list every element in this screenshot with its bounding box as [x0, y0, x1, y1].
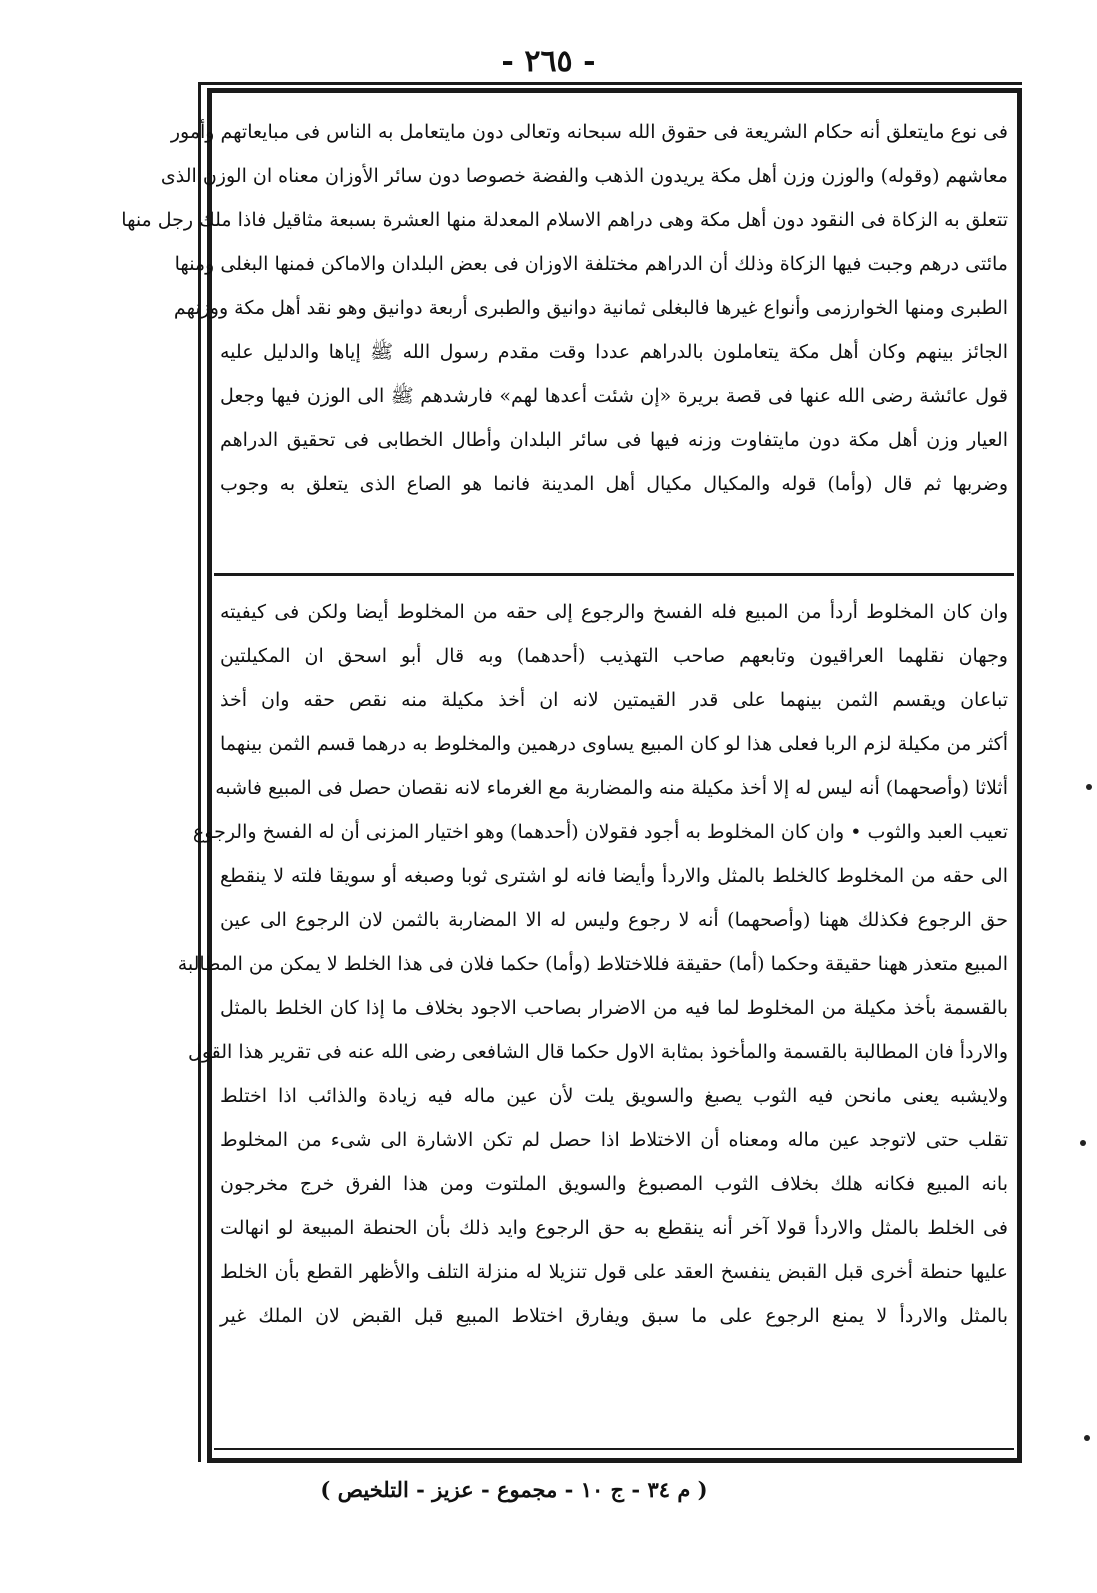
- section-divider: [214, 573, 1014, 576]
- text-line: فى الخلط بالمثل والاردأ قولا آخر أنه ينقطع به حق الرجوع وايد ذلك بأن الحنطة المبيعة لو انهالت: [220, 1217, 1008, 1239]
- scan-speck: [1084, 1435, 1090, 1441]
- text-line: بانه المبيع فكانه هلك بخلاف الثوب المصبوغ والسويق الملتوت ومن هذا الفرق خرج مخرجون: [220, 1173, 1008, 1195]
- text-line: تقلب حتى لاتوجد عين ماله ومعناه أن الاختلاط اذا حصل لم تكن الاشارة الى شىء من المخلوط: [220, 1129, 1008, 1151]
- text-line: الى حقه من المخلوط كالخلط بالمثل والاردأ وأيضا فانه لو اشترى ثوبا وصبغه أو سويقا فلته لا ينقطع: [220, 865, 1008, 887]
- frame-outer-top-rule: [198, 82, 1022, 85]
- text-line: وضربها ثم قال (وأما) قوله والمكيال مكيال أهل المدينة فانما هو الصاع الذى يتعلق به وجوب: [220, 473, 1008, 495]
- text-line: تتعلق به الزكاة فى النقود دون أهل مكة وهى دراهم الاسلام المعدلة منها العشرة بسبعة مثاقيل فاذا ملك رجل منها: [121, 209, 1008, 231]
- scan-speck: [1080, 1140, 1086, 1146]
- page-number: - ٢٦٥ -: [501, 44, 596, 79]
- page-footer: ( م ٣٤ - ج ١٠ - مجموع - عزيز - التلخيص ): [320, 1477, 708, 1502]
- text-line: عليها حنطة أخرى قبل القبض ينفسخ العقد على قول تنزيلا له منزلة التلف والأظهر القطع بأن الخلط: [220, 1261, 1008, 1283]
- text-line: حق الرجوع فكذلك ههنا (وأصحهما) أنه لا رجوع وليس له الا المضاربة بالثمن لان الرجوع الى عين: [220, 909, 1008, 931]
- text-line: وجهان نقلهما العراقيون وتابعهم صاحب التهذيب (أحدهما) وبه قال أبو اسحق ان المكيلتين: [220, 645, 1008, 667]
- bottom-rule: [214, 1448, 1014, 1450]
- bottom-main-section: [177, 590, 1014, 1338]
- text-line: وان كان المخلوط أردأ من المبيع فله الفسخ والرجوع إلى حقه من المخلوط أيضا ولكن فى كيفيته: [220, 601, 1008, 623]
- text-line: قول عائشة رضى الله عنها فى قصة بريرة «إن شئت أعدها لهم» فارشدهم ﷺ الى الوزن فيها وجعل: [220, 385, 1008, 407]
- text-line: العيار وزن أهل مكة دون مايتفاوت وزنه فيها فى سائر البلدان وأطال الخطابى فى تحقيق الدراهم: [220, 429, 1008, 451]
- text-line: الجائز بينهم وكان أهل مكة يتعاملون بالدراهم عددا وقت مقدم رسول الله ﷺ إياها والدليل عليه: [220, 341, 1008, 363]
- text-line: تعيب العبد والثوب • وان كان المخلوط به أجود فقولان (أحدهما) وهو اختيار المزنى أن له الفسخ والرجوع: [192, 821, 1008, 843]
- text-line: تباعان ويقسم الثمن بينهما على قدر القيمتين لانه ان أخذ مكيلة منه نقص حقه وان أخذ: [220, 689, 1008, 711]
- scan-speck: [1086, 784, 1092, 790]
- text-line: مائتى درهم وجبت فيها الزكاة وذلك أن الدراهم مختلفة الاوزان فى بعض البلدان والاماكن فمنها البغلى ومنها: [174, 253, 1008, 275]
- text-line: الطبرى ومنها الخوارزمى وأنواع غيرها فالبغلى ثمانية دوانيق والطبرى أربعة دوانيق وهو نقد أهل مكة ووزنهم: [173, 297, 1008, 319]
- text-line: والاردأ فان المطالبة بالقسمة والمأخوذ بمثابة الاول حكما قال الشافعى رضى الله عنه فى تقرير هذا القول: [188, 1041, 1008, 1063]
- text-line: أثلاثا (وأصحهما) أنه ليس له إلا أخذ مكيلة منه والمضاربة مع الغرماء لانه نقصان حصل فى المبيع فاشبه: [215, 777, 1008, 799]
- text-line: بالمثل والاردأ لا يمنع الرجوع على ما سبق ويفارق اختلاط المبيع قبل القبض لان الملك غير: [220, 1305, 1008, 1327]
- text-line: بالقسمة بأخذ مكيلة من المخلوط لما فيه من الاضرار بصاحب الاجود بخلاف ما إذا كان الخلط بالمثل: [220, 997, 1008, 1019]
- top-commentary-section: [121, 110, 1014, 506]
- text-line: ولايشبه يعنى مانحن فيه الثوب يصبغ والسويق يلت لأن عين ماله فيه زيادة والذائب اذا اختلط: [220, 1085, 1008, 1107]
- text-line: المبيع متعذر ههنا حقيقة وحكما (أما) حقيقة فللاختلاط (وأما) حكما فلان فى هذا الخلط لا يمكن من المطالبة: [177, 953, 1008, 975]
- text-line: أكثر من مكيلة لزم الربا فعلى هذا لو كان المبيع يساوى درهمين والمخلوط به درهما قسم الثمن بينهما: [220, 733, 1008, 755]
- text-line: فى نوع مايتعلق أنه حكام الشريعة فى حقوق الله سبحانه وتعالى دون مايتعامل به الناس فى مبايعاتهم وأمور: [170, 121, 1008, 143]
- text-line: معاشهم (وقوله) والوزن وزن أهل مكة يريدون الذهب والفضة خصوصا دون سائر الأوزان معناه ان الوزن الذى: [160, 165, 1008, 187]
